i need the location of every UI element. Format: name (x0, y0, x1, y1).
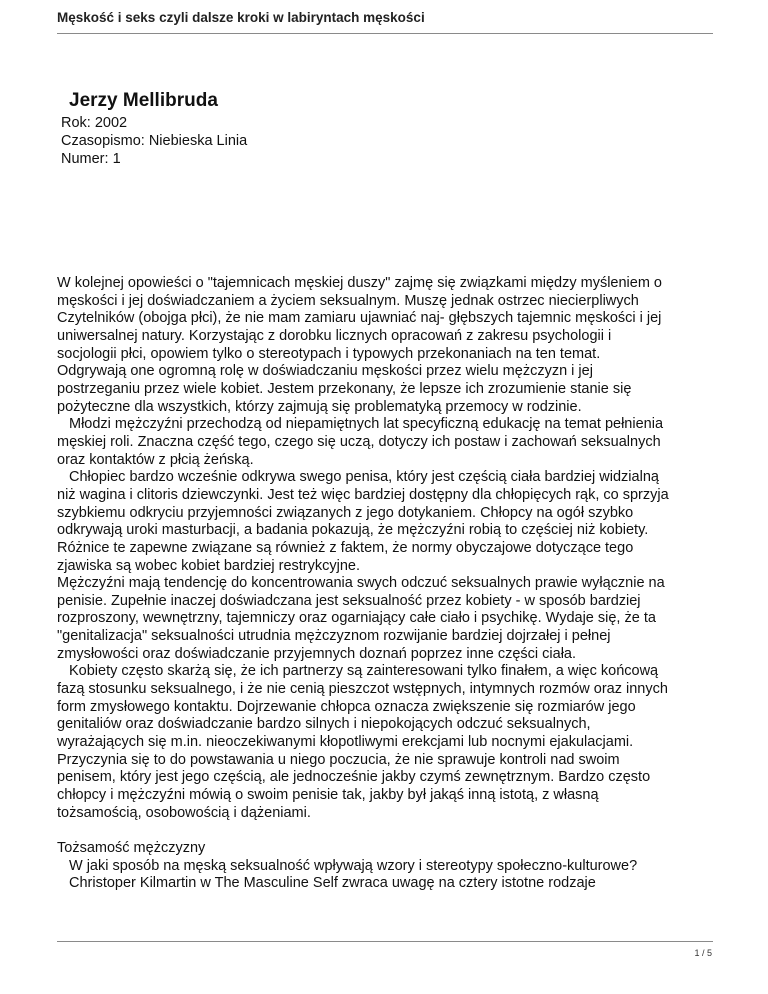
journal-name: Czasopismo: Niebieska Linia (61, 133, 248, 149)
body-line: socjologii płci, opowiem tylko o stereotypach i typowych przekonaniach na ten temat. (57, 345, 601, 362)
body-line: zjawiska są wobec kobiet bardziej restrykcyjne. (57, 557, 361, 574)
body-line: penisie. Zupełnie inaczej doświadczana jest seksualność przez kobiety - w sposób bardziej (57, 592, 641, 609)
body-line: zmysłowości oraz doświadczanie przyjemnych doznań poprzez inne części ciała. (57, 645, 577, 662)
body-line: Różnice te zapewne związane są również z faktem, że normy obyczajowe dotyczące tego (57, 539, 634, 556)
body-line: chłopcy i mężczyźni mówią o swoim penisie tak, jakby był jakąś inną istotą, z własną (57, 787, 599, 804)
paragraph-gap (57, 822, 717, 840)
body-line: form zmysłowego kontaktu. Dojrzewanie chłopca oznacza zwiększenie się rozmiarów jego (57, 698, 636, 715)
page-number: 1 / 5 (694, 948, 712, 958)
body-line: postrzeganiu przez wiele kobiet. Jestem przekonany, że lepsze ich zrozumienie stanie się (57, 380, 632, 397)
body-line: niż wagina i clitoris dziewczynki. Jest też więc bardziej dostępny dla chłopięcych rąk, co sprzyja (57, 486, 669, 503)
body-line: Christoper Kilmartin w The Masculine Self zwraca uwagę na cztery istotne rodzaje (69, 875, 596, 892)
body-line: szybkiemu odkryciu przyjemności związanych z jego dotykaniem. Chłopcy na ogół szybko (57, 504, 634, 521)
body-line: rozproszony, wewnętrzny, tajemniczy oraz ogarniający całe ciało i psychikę. Wydaje się, że ta (57, 610, 656, 627)
article-body (57, 275, 717, 893)
issue-number: Numer: 1 (61, 151, 121, 167)
footer-divider (57, 941, 713, 942)
body-line: Chłopiec bardzo wcześnie odkrywa swego penisa, który jest częścią ciała bardziej widzialną (69, 469, 659, 486)
body-line: fazą stosunku seksualnego, i że nie cenią pieszczot wstępnych, intymnych rozmów oraz innych (57, 681, 668, 698)
body-line: Odgrywają one ogromną rolę w doświadczaniu męskości przez wielu mężczyzn i jej (57, 363, 593, 380)
body-line: Mężczyźni mają tendencję do koncentrowania swych odczuć seksualnych prawie wyłącznie na (57, 575, 665, 592)
body-line: pożyteczne dla wszystkich, którzy zajmują się problematyką przemocy w rodzinie. (57, 398, 582, 415)
body-line: tożsamością, osobowością i dążeniami. (57, 804, 311, 821)
body-line: Kobiety często skarżą się, że ich partnerzy są zainteresowani tylko finałem, a więc końcową (69, 663, 659, 680)
section-heading: Tożsamość mężczyzny (57, 839, 206, 856)
body-line: "genitalizacja" seksualności utrudnia mężczyznom rozwijanie bardziej dojrzałej i pełnej (57, 628, 611, 645)
body-line: wyrażających się m.in. nieoczekiwanymi kłopotliwymi erekcjami lub nocnymi ejakulacjami. (57, 734, 634, 751)
document-title: Męskość i seks czyli dalsze kroki w labiryntach męskości (57, 10, 425, 25)
body-line: W kolejnej opowieści o "tajemnicach męskiej duszy" zajmę się związkami między myśleniem o (57, 275, 662, 291)
body-line: W jaki sposób na męską seksualność wpływają wzory i stereotypy społeczno-kulturowe? (69, 857, 638, 874)
body-line: genitaliów oraz doświadczanie bardzo silnych i niepokojących odczuć seksualnych, (57, 716, 591, 733)
body-line: odkrywają uroki masturbacji, a badania pokazują, że mężczyźni robią to częściej niż kobiety. (57, 522, 649, 539)
body-line: uniwersalnej natury. Korzystając z dorobku licznych opracowań z zakresu psychologii i (57, 327, 612, 344)
body-line: oraz kontaktów z płcią żeńską. (57, 451, 254, 468)
body-line: penisem, który jest jego częścią, ale jednocześnie jakby czymś zewnętrznym. Bardzo często (57, 769, 651, 786)
body-line: Czytelników (obojga płci), że nie mam zamiaru ujawniać naj- głębszych tajemnic męskości i jej (57, 310, 662, 327)
publication-year: Rok: 2002 (61, 115, 128, 131)
author-name: Jerzy Mellibruda (69, 90, 218, 111)
body-line: męskiej roli. Znaczna część tego, czego się uczą, dotyczy ich postaw i zachowań seksualnych (57, 433, 661, 450)
header-divider (57, 33, 713, 34)
body-line: męskości i jej doświadczaniem a życiem seksualnym. Muszę jednak ostrzec niecierpliwych (57, 292, 639, 309)
body-line: Młodzi mężczyźni przechodzą od niepamiętnych lat specyficzną edukację na temat pełnienia (69, 416, 664, 433)
body-line: Przyczynia się to do powstawania u niego poczucia, że nie sprawuje kontroli nad swoim (57, 751, 620, 768)
